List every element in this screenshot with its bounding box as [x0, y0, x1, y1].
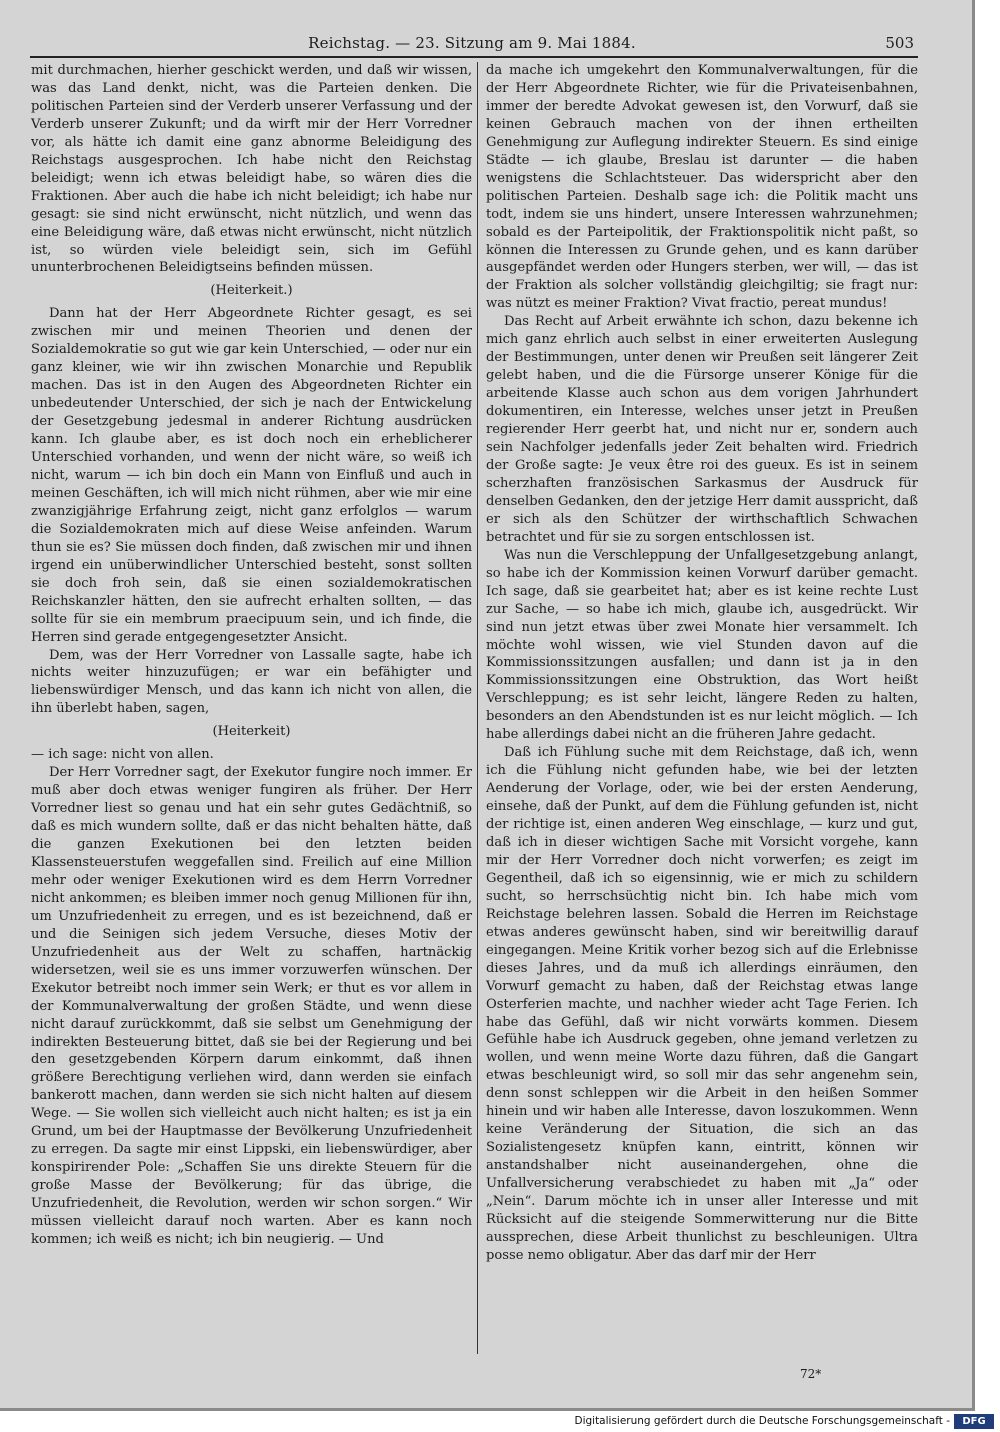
page-number: 503	[885, 34, 914, 52]
page-header	[30, 34, 914, 56]
signature-mark: 72*	[800, 1367, 822, 1381]
footer-credit: Digitalisierung gefördert durch die Deutsche Forschungsgemeinschaft -	[574, 1415, 950, 1427]
right-column	[486, 62, 918, 1265]
paragraph: Das Recht auf Arbeit erwähnte ich schon, dazu bekenne ich mich ganz ehrlich auch selbst in einer erweiterten Auslegung der Bestimmungen, unter denen wir Preußen seit längerer Zeit gelebt haben, und die die Fürsorge unserer Könige für die arbeitende Klasse auch schon aus dem vorigen Jahrhundert dokumentiren, ein Interesse, welches unser jetzt in Preußen regierender Herr geerbt hat, und nicht nur er, sondern auch sein Nachfolger jedenfalls jeder Zeit behalten wird. Friedrich der Große sagte: Je veux être roi des gueux. Es ist in seinem scherzhaften französischen Sarkasmus der Ausdruck für denselben Gedanken, den der jetzige Herr damit ausspricht, daß er sich als den Schützer der wirthschaftlich Schwachen betrachtet und für sie zu sorgen entschlossen ist.	[486, 314, 918, 545]
column-divider	[477, 62, 478, 1354]
paragraph: Dem, was der Herr Vorredner von Lassalle sagte, habe ich nichts weiter hinzuzufügen; er war ein befähigter und liebenswürdiger Mensch, und das kann ich nicht von allen, die ihn überlebt haben, sagen,	[31, 647, 472, 717]
left-column	[31, 62, 472, 1249]
paragraph: Was nun die Verschleppung der Unfallgesetzgebung anlangt, so habe ich der Kommission keinen Vorwurf darüber gemacht. Ich sage, daß sie gearbeitet hat; aber es ist keine rechte Lust zur Sache, — so habe ich mich, glaube ich, ausgedrückt. Wir sind nun jetzt etwas über zwei Monate hier versammelt. Ich möchte wohl wissen, wie viel Stunden davon auf die Kommissionssitzungen ausfallen; und dann ist ja in den Kommissionssitzungen eine Obstruktion, das Wort heißt Verschleppung; es ist sehr leicht, längere Reden zu halten, besonders an den Abendstunden ist es nur leicht möglich. — Ich habe allerdings dabei nicht an die früheren Jahre gedacht.	[486, 547, 918, 743]
stage-direction: (Heiterkeit)	[212, 724, 291, 740]
running-head: Reichstag. — 23. Sitzung am 9. Mai 1884.	[308, 34, 636, 52]
paragraph: Der Herr Vorredner sagt, der Exekutor fungire noch immer. Er muß aber doch etwas weniger fungiren als früher. Der Herr Vorredner liest so genau und hat ein sehr gutes Gedächtniß, so daß es mich wundern sollte, daß er das nicht behalten hätte, daß die ganzen Exekutionen bei den letzten beiden Klassensteuerstufen weggefallen sind. Freilich auf eine Million mehr oder weniger Exekutionen wird es dem Herrn Vorredner nicht ankommen; es bleiben immer noch genug Millionen für ihn, um Unzufriedenheit zu erregen, und es ist bezeichnend, daß er und die Seinigen sich jedem Versuche, dieses Motiv der Unzufriedenheit aus der Welt zu schaffen, hartnäckig widersetzen, weil sie es uns immer vorzuwerfen wünschen. Der Exekutor betreibt noch immer sein Werk; er thut es vor allem in der Kommunalverwaltung der großen Städte, und wenn diese nicht darauf zurückkommt, daß sie selbst um Genehmigung der indirekten Besteuerung bittet, daß sie bei der Regierung und bei den gesetzgebenden Körpern darum einkommt, daß ihnen größere Berechtigung verliehen wird, dann werden sie einfach bankerott machen, dann werden sie sich nicht halten auf diesem Wege. — Sie wollen sich vielleicht auch nicht halten; es ist ja ein Grund, um bei der Hauptmasse der Bevölkerung Unzufriedenheit zu erregen. Da sagte mir einst Lippski, ein liebenswürdiger, aber konspirirender Pole: „Schaffen Sie uns direkte Steuern für die große Masse der Bevölkerung; für das übrige, die Unzufriedenheit, die Revolution, werden wir schon sorgen.“ Wir müssen vielleicht darauf noch warten. Aber es kann noch kommen; ich weiß es nicht; ich bin neugierig. — Und	[31, 765, 472, 1247]
dfg-logo-icon: DFG	[954, 1414, 994, 1429]
paragraph: mit durchmachen, hierher geschickt werden, und daß wir wissen, was das Land denkt, nicht, was die Parteien denken. Die politischen Parteien sind der Verderb unserer Verfassung und der Verderb unserer Zukunft; und da wirft mir der Herr Vorredner vor, als hätte ich damit eine ganz abnorme Beleidigung des Reichstags ausgesprochen. Ich habe nicht den Reichstag beleidigt; wenn ich etwas beleidigt habe, so wären dies die Fraktionen. Aber auch die habe ich nicht beleidigt; ich habe nur gesagt: sie sind nicht erwünscht, nicht nützlich, und wenn das eine Beleidigung wäre, daß etwas nicht erwünscht, nicht nützlich ist, so würden viele beleidigt sein, sich im Gefühl ununterbrochenen Beleidigtseins befinden müssen.	[31, 63, 472, 276]
footer-bar	[0, 1412, 1000, 1432]
paragraph: Dann hat der Herr Abgeordnete Richter gesagt, es sei zwischen mir und meinen Theorien und denen der Sozialdemokratie so gut wie gar kein Unterschied, — oder nur ein ganz kleiner, wie wir ihn zwischen Monarchie und Republik machen. Das ist in den Augen des Abgeordneten Richter ein unbedeutender Unterschied, der sich je nach der Entwickelung der Gesetzgebung jedesmal in anderer Richtung ausdrücken kann. Ich glaube aber, es ist doch noch ein erheblicherer Unterschied vorhanden, und wenn der nicht wäre, so weiß ich nicht, warum — ich bin doch ein Mann von Einfluß und auch in meinen Geschäften, ich will mich nicht rühmen, aber wie mir eine zwanzigjährige Erfahrung zeigt, nicht ganz erfolglos — warum die Sozialdemokraten mich auf diese Weise anfeinden. Warum thun sie es? Sie müssen doch finden, daß zwischen mir und ihnen irgend ein unüberwindlicher Unterschied besteht, sonst sollten sie doch froh sein, daß sie einen sozialdemokratischen Reichskanzler hätten, den sie aufrecht erhalten sollten, — das sollte für sie ein membrum praecipuum sein, und ich finde, die Herren sind gerade entgegengesetzter Ansicht.	[31, 306, 472, 645]
paragraph: Daß ich Fühlung suche mit dem Reichstage, daß ich, wenn ich die Fühlung nicht gefunden habe, wie bei der letzten Aenderung der Vorlage, oder, wie bei der ersten Aenderung, einsehe, daß der Punkt, auf dem die Fühlung gefunden ist, nicht der richtige ist, einen anderen Weg einschlage, — kurz und gut, daß ich in dieser wichtigen Sache mit Vorsicht vorgehe, kann mir der Herr Vorredner doch nicht vorwerfen; es zeigt im Gegentheil, daß ich so eigensinnig, wie er mich zu schildern sucht, so herrschsüchtig nicht bin. Ich habe mich vom Reichstage belehren lassen. Sobald die Herren im Reichstage etwas anderes gewünscht haben, sind wir bereitwillig darauf eingegangen. Meine Kritik vorher bezog sich auf die Erlebnisse dieses Jahres, und da muß ich allerdings einräumen, den Vorwurf gemacht zu haben, daß der Reichstag etwas lange Osterferien machte, und nachher wieder acht Tage Ferien. Ich habe das Gefühl, daß wir nicht vorwärts kommen. Diesem Gefühle habe ich Ausdruck gegeben, ohne jemand verletzen zu wollen, und wenn meine Worte dazu führen, daß die Gangart etwas beschleunigt wird, so soll mir das sehr angenehm sein, denn sonst schleppen wir die Arbeit in den heißen Sommer hinein und wir haben alle Interesse, davon loszukommen. Wenn keine Veränderung der Situation, die sich an das Sozialistengesetz knüpfen kann, eintritt, können wir anstandshalber nicht auseinandergehen, ohne die Unfallversicherung verabschiedet zu haben mit „Ja“ oder „Nein“. Darum möchte ich in unser aller Interesse und mit Rücksicht auf die steigende Sommerwitterung nur die Bitte aussprechen, diese Arbeit thunlichst zu beschleunigen. Ultra posse nemo obligatur. Aber das darf mir der Herr	[486, 745, 918, 1263]
header-rule	[30, 56, 918, 58]
stage-direction: (Heiterkeit.)	[210, 283, 293, 299]
paragraph: da mache ich umgekehrt den Kommunalverwaltungen, für die der Herr Abgeordnete Richter, wie für die Privateisenbahnen, immer der beredte Advokat gewesen ist, den Vorwurf, daß sie keinen Gebrauch machen von der ihnen ertheilten Genehmigung zur Auflegung indirekter Steuern. Es sind einige Städte — ich glaube, Breslau ist darunter — die haben wenigstens die Schlachtsteuer. Das widerspricht aber den politischen Parteien. Deshalb sage ich: die Politik macht uns todt, indem sie uns hindert, unsere Interessen wahrzunehmen; sobald es der Parteipolitik, der Fraktionspolitik nicht paßt, so können die Interessen zu Grunde gehen, und es kann darüber ausgepfändet werden oder Hungers sterben, wer will, — das ist der Fraktion als solcher vollständig gleichgiltig; sie fragt nur: was nützt es meiner Fraktion? Vivat fractio, pereat mundus!	[486, 63, 918, 312]
paragraph: — ich sage: nicht von allen.	[31, 747, 214, 763]
